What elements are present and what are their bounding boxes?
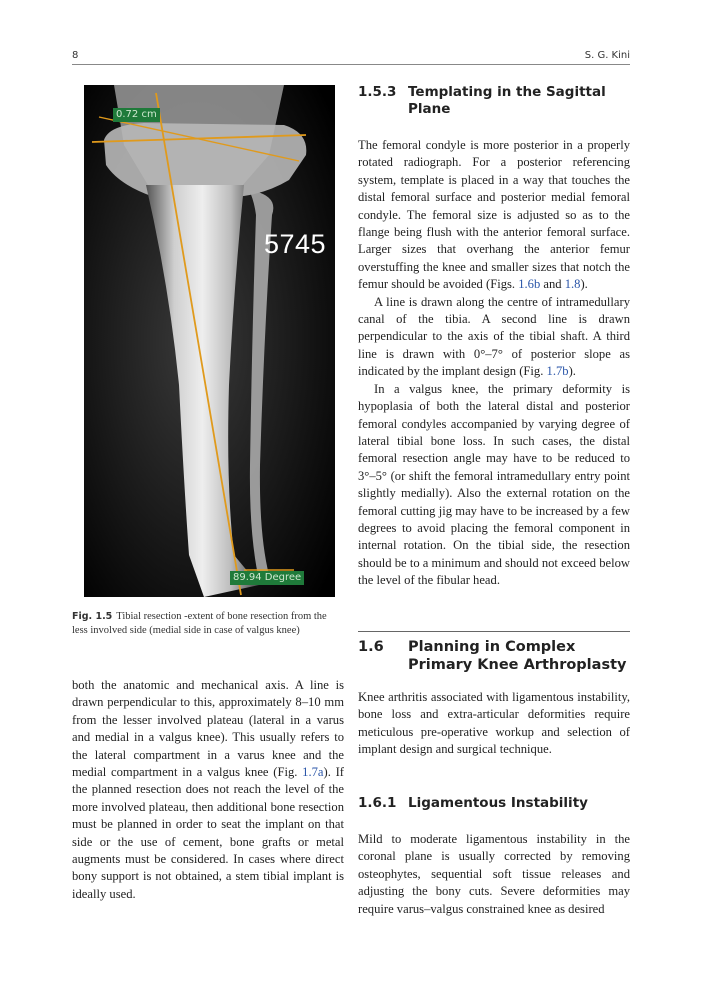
section-divider	[358, 631, 630, 632]
section-title	[408, 84, 606, 118]
text-run: ).	[568, 364, 576, 379]
section-title: Ligamentous Instability	[408, 795, 588, 811]
section-1-6-1-body	[358, 831, 630, 918]
figure-link[interactable]: 1.7b	[546, 364, 569, 379]
figure-caption	[72, 610, 344, 637]
section-number: 1.5.3	[358, 84, 397, 100]
figure-link[interactable]: 1.7a	[302, 765, 324, 780]
measurement-label-bottom: 89.94 Degree	[230, 571, 304, 585]
xray-image	[84, 85, 335, 597]
left-column-text	[72, 677, 344, 903]
text-run: A line is drawn along the centre of intramedullary canal of the tibia. A second line is drawn perpendicular to the axis of the tibial shaft. A third line is drawn with 0°–7° of posterior slope as indicated by the implant design (Fig.	[358, 294, 630, 379]
figure-link[interactable]: 1.8	[564, 277, 581, 292]
measurement-label-top: 0.72 cm	[113, 108, 160, 122]
figure-caption-tag: Fig. 1.5	[72, 611, 113, 622]
xray-number: 5745	[264, 229, 327, 259]
title-line: Planning in Complex	[408, 639, 576, 655]
section-1-6-body	[358, 689, 630, 759]
page-number: 8	[72, 50, 79, 61]
paragraph	[358, 294, 630, 381]
running-header	[72, 48, 630, 65]
paragraph: Knee arthritis associated with ligamentous instability, bone loss and extra-articular deformities require meticulous pre-operative workup and selection of implant design and surgical technique.	[358, 690, 630, 757]
title-line: Templating in the Sagittal	[408, 84, 606, 100]
figure-caption-text: Tibial resection -extent of bone resection from the less involved side (medial side in case of valgus knee)	[72, 611, 327, 636]
paragraph: Mild to moderate ligamentous instability in the coronal plane is usually corrected by removing osteophytes, sequential soft tissue releases and adjusting the bony cuts. Severe deformities may require varus–valgus constrained knee as desired	[358, 832, 630, 916]
section-1-5-3-body	[358, 137, 630, 590]
title-line: Plane	[408, 101, 451, 117]
figure-link[interactable]: 1.6b	[518, 277, 541, 292]
running-author: S. G. Kini	[584, 50, 630, 61]
text-run: The femoral condyle is more posterior in a properly rotated radiograph. For a posterior referencing system, template is placed in a way that touches the distal femoral surface and posterior medial femoral condyle. The femoral size is adjusted so as to the flange being flush with the anterior femoral surface. Larger sizes that overhang the anterior femur overstuffing the knee and smaller sizes that notch the femur should be avoided (Figs.	[358, 138, 630, 292]
paragraph	[72, 677, 344, 903]
section-title	[408, 638, 626, 674]
paragraph: In a valgus knee, the primary deformity is hypoplasia of both the lateral distal and posterior femoral condyles accompanied by varying degree of lateral tibial bone loss. In such cases, the distal femoral resection angle may have to be reduced to 3°–5° (or shift the femoral intramedullary entry point slightly medially). Also the external rotation on the femoral cutting jig may have to be increased by a few degrees to avoid placing the femoral component in internal rotation. On the tibial side, the resection should be to a minimum and should not exceed below the level of the fibular head.	[358, 381, 630, 588]
text-run: and	[540, 277, 565, 292]
text-run: ).	[580, 277, 588, 292]
text-run: both the anatomic and mechanical axis. A line is drawn perpendicular to this, approximately 8–10 mm from the lesser involved plateau (lateral in a varus and medial in a valgus knee). This usually refers to the lateral compartment in a varus knee and the medial compartment in a valgus knee (Fig.	[72, 678, 344, 780]
title-line: Primary Knee Arthroplasty	[408, 657, 627, 673]
section-number: 1.6.1	[358, 795, 397, 811]
paragraph	[358, 137, 630, 294]
section-number: 1.6	[358, 639, 384, 655]
xray-figure	[84, 85, 335, 597]
text-run: ). If the planned resection does not reach the level of the more involved plateau, then additional bone resection must be planned in order to seat the implant on that side or the use of cement, bone grafts or metal augments must be considered. In cases where direct bony support is not obtained, a stem tibial implant is ideally used.	[72, 765, 344, 901]
